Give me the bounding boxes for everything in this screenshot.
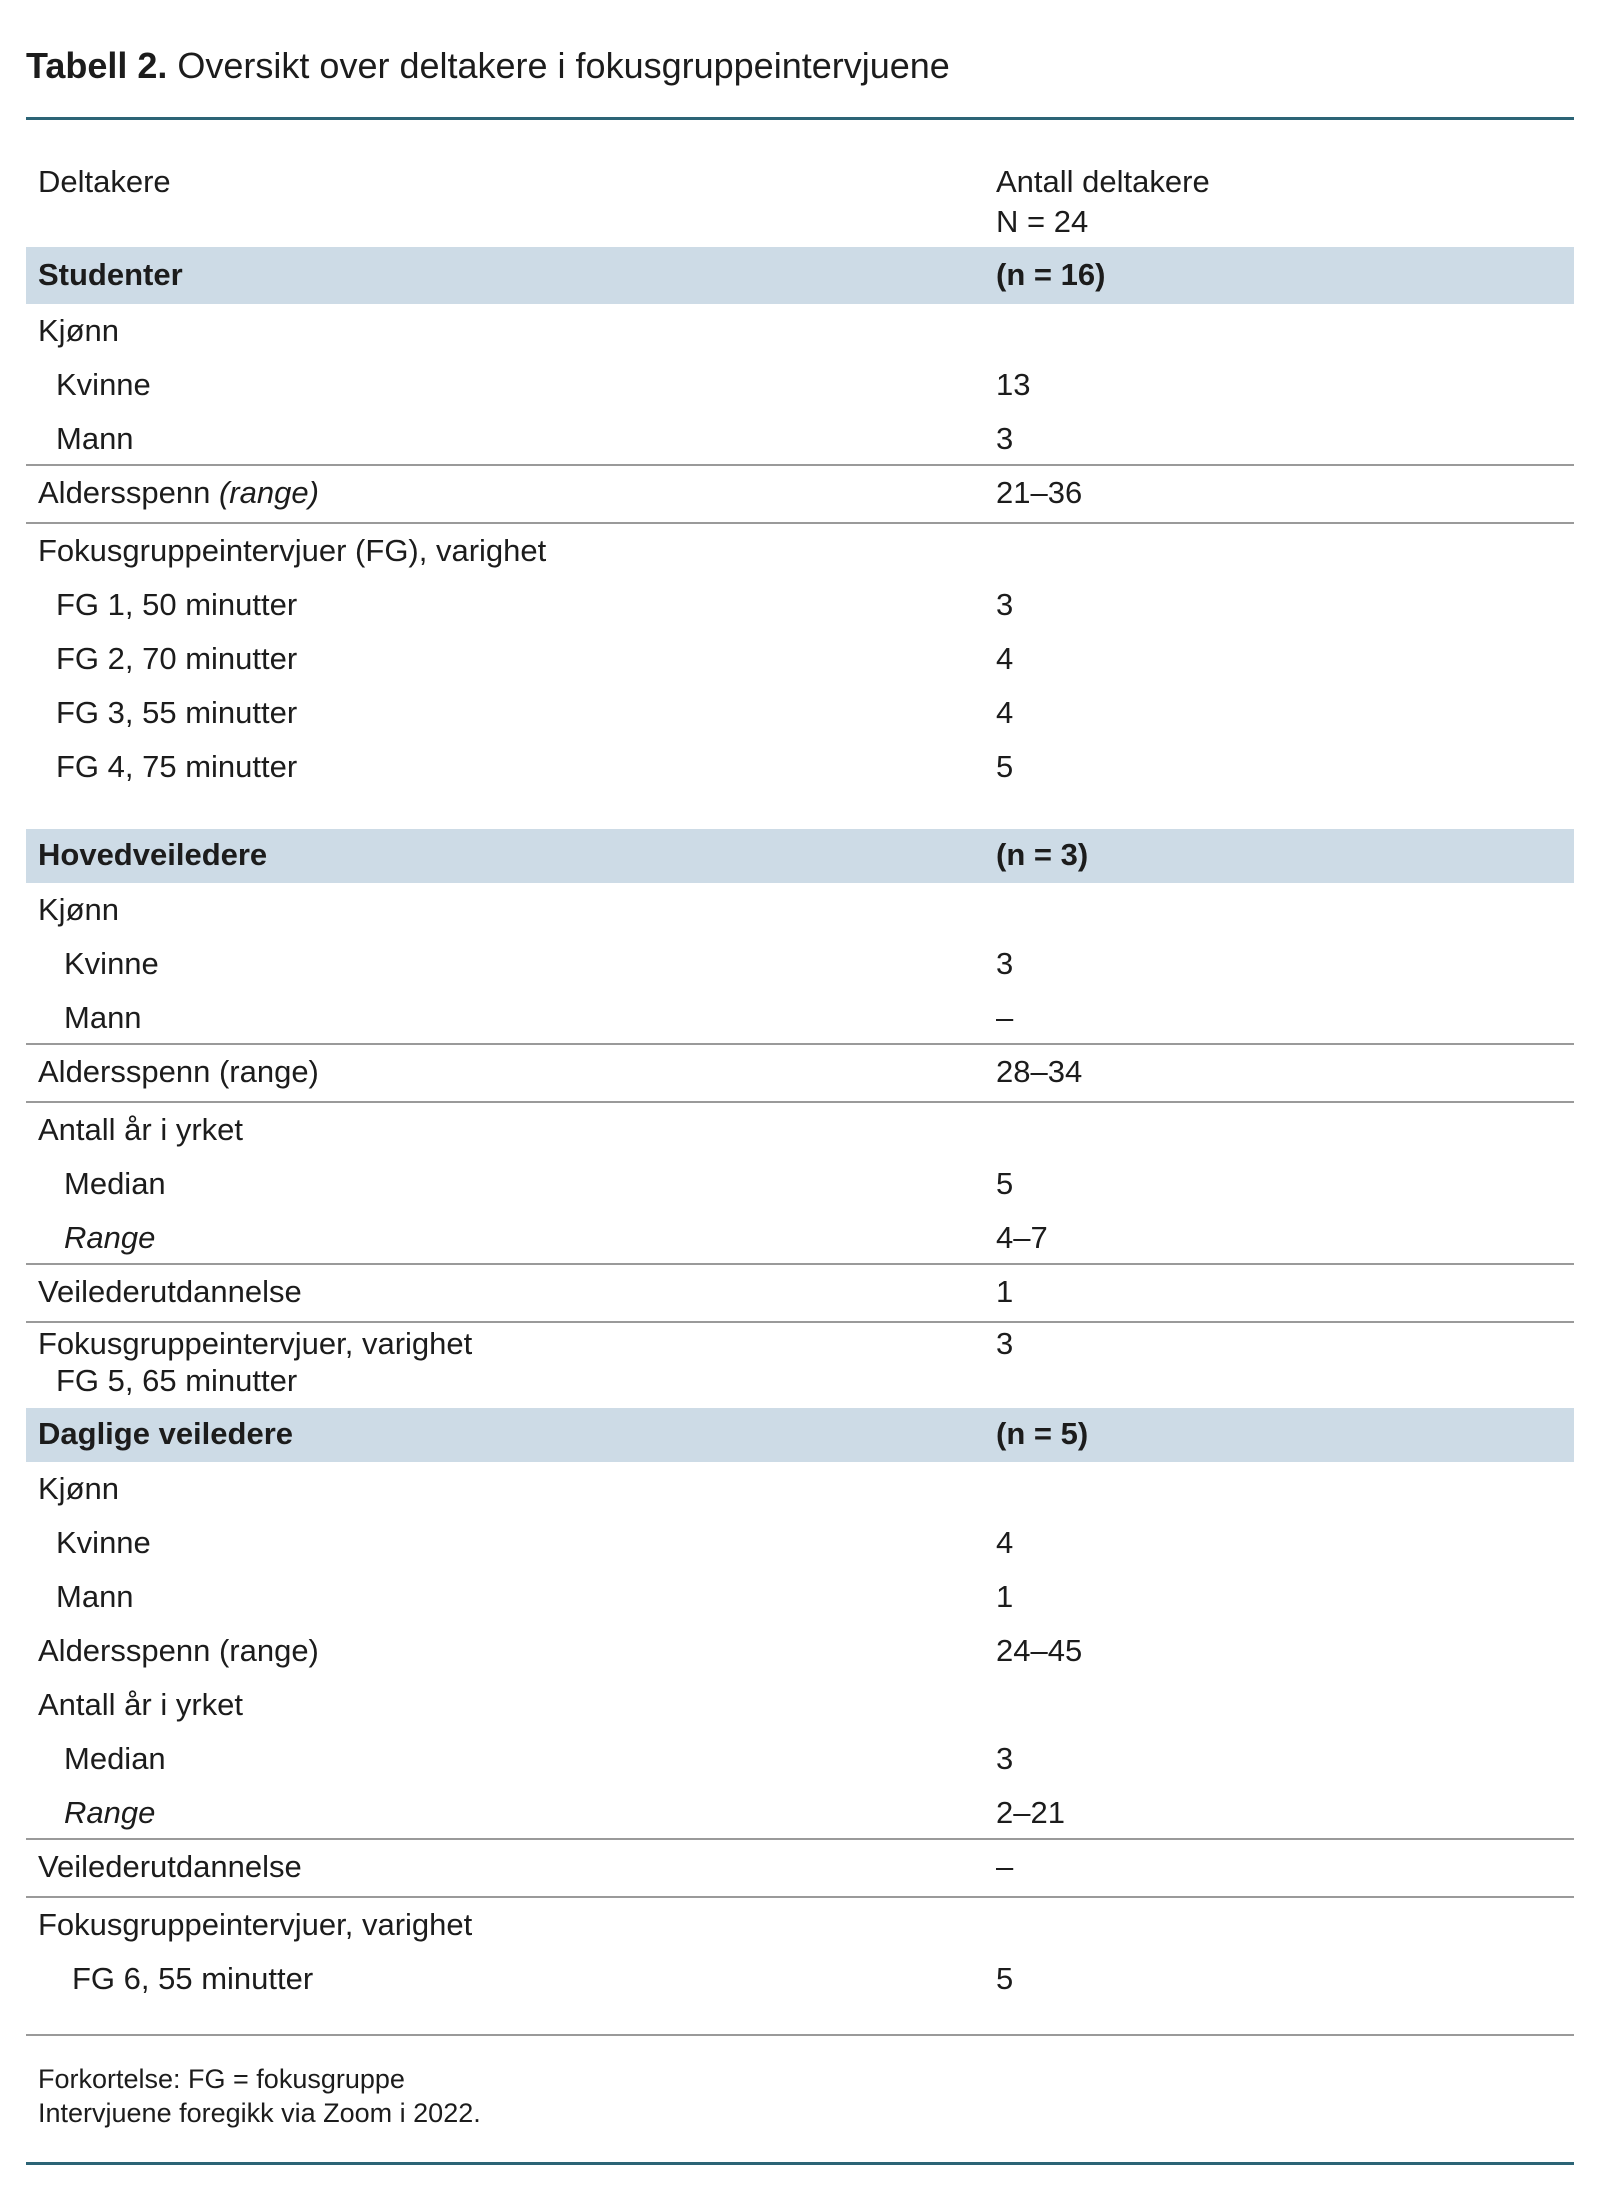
footnote bbox=[38, 2062, 481, 2130]
section-count: (n = 16) bbox=[996, 257, 1106, 292]
table-row bbox=[26, 466, 1574, 524]
row-label: Mann bbox=[56, 421, 134, 456]
table-row bbox=[26, 1678, 1574, 1732]
footnote-abbreviation: Forkortelse: FG = fokusgruppe bbox=[38, 2064, 405, 2094]
caption-label: Tabell 2. bbox=[26, 45, 168, 86]
row-label: Aldersspenn (range) bbox=[38, 1633, 319, 1668]
row-label: Mann bbox=[56, 1579, 134, 1614]
section-heading: Hovedveiledere bbox=[38, 837, 268, 872]
section-heading: Studenter bbox=[38, 257, 183, 292]
table-row bbox=[26, 1898, 1574, 1952]
row-value: 21–36 bbox=[996, 475, 1083, 510]
row-value: 3 bbox=[996, 421, 1014, 456]
row-value: 4 bbox=[996, 641, 1014, 676]
table-row bbox=[26, 412, 1574, 466]
table-row bbox=[26, 304, 1574, 358]
row-label: FG 1, 50 minutter bbox=[56, 587, 298, 622]
row-label: Antall år i yrket bbox=[38, 1112, 244, 1147]
row-value: 4–7 bbox=[996, 1220, 1048, 1255]
age-label: Aldersspenn bbox=[38, 475, 219, 510]
table-row bbox=[26, 1570, 1574, 1624]
table-row bbox=[26, 1157, 1574, 1211]
table-row bbox=[26, 686, 1574, 740]
table-row bbox=[26, 1103, 1574, 1157]
table-row bbox=[26, 1516, 1574, 1570]
row-label: Range bbox=[64, 1795, 156, 1830]
row-value: 24–45 bbox=[996, 1633, 1083, 1668]
header-count bbox=[996, 162, 1210, 242]
row-label: Fokusgruppeintervjuer (FG), varighet bbox=[38, 533, 547, 568]
table-row bbox=[26, 883, 1574, 937]
row-label: FG 2, 70 minutter bbox=[56, 641, 298, 676]
header-count-total: N = 24 bbox=[996, 204, 1089, 239]
top-rule bbox=[26, 117, 1574, 120]
fg-item: FG 5, 65 minutter bbox=[56, 1363, 298, 1398]
table-row bbox=[26, 524, 1574, 578]
row-label: Veilederutdannelse bbox=[38, 1849, 302, 1884]
row-value: 5 bbox=[996, 1166, 1014, 1201]
row-label: FG 4, 75 minutter bbox=[56, 749, 298, 784]
section-count: (n = 5) bbox=[996, 1416, 1089, 1451]
header-participants: Deltakere bbox=[38, 164, 171, 199]
table-row bbox=[26, 1624, 1574, 1678]
row-value: 3 bbox=[996, 587, 1014, 622]
row-value: – bbox=[996, 1849, 1014, 1884]
table-row bbox=[26, 1265, 1574, 1323]
row-value: 1 bbox=[996, 1579, 1014, 1614]
row-value: 4 bbox=[996, 1525, 1014, 1560]
section-daglige-veiledere bbox=[26, 1408, 1574, 1462]
row-value: 5 bbox=[996, 1961, 1014, 1996]
header-count-label: Antall deltakere bbox=[996, 164, 1210, 199]
row-value: 4 bbox=[996, 695, 1014, 730]
footnote-rule bbox=[26, 2034, 1574, 2036]
table-row bbox=[26, 740, 1574, 829]
row-label: Kvinne bbox=[56, 1525, 151, 1560]
table-caption bbox=[26, 44, 950, 88]
row-label bbox=[38, 1325, 472, 1399]
row-value: 2–21 bbox=[996, 1795, 1065, 1830]
row-label: Median bbox=[64, 1741, 166, 1776]
table-row bbox=[26, 632, 1574, 686]
row-value: 3 bbox=[996, 1741, 1014, 1776]
row-value: 28–34 bbox=[996, 1054, 1083, 1089]
table-row bbox=[26, 991, 1574, 1045]
row-label: Veilederutdannelse bbox=[38, 1274, 302, 1309]
row-value: 3 bbox=[996, 946, 1014, 981]
row-label: Mann bbox=[64, 1000, 142, 1035]
row-value: 1 bbox=[996, 1274, 1014, 1309]
table-row bbox=[26, 1840, 1574, 1898]
row-label: Kjønn bbox=[38, 313, 119, 348]
row-label: Kvinne bbox=[64, 946, 159, 981]
row-value: – bbox=[996, 1000, 1014, 1035]
fg-label: Fokusgruppeintervjuer, varighet bbox=[38, 1326, 473, 1361]
row-label: Antall år i yrket bbox=[38, 1687, 244, 1722]
table-row bbox=[26, 578, 1574, 632]
row-label: Kjønn bbox=[38, 892, 119, 927]
section-studenter bbox=[26, 247, 1574, 304]
row-label: FG 3, 55 minutter bbox=[56, 695, 298, 730]
table-row bbox=[26, 1786, 1574, 1840]
row-label: Kvinne bbox=[56, 367, 151, 402]
participants-table bbox=[26, 140, 1574, 2006]
table-row bbox=[26, 1732, 1574, 1786]
row-label: FG 6, 55 minutter bbox=[72, 1961, 314, 1996]
row-value: 13 bbox=[996, 367, 1031, 402]
table-row bbox=[26, 1323, 1574, 1408]
footnote-note: Intervjuene foregikk via Zoom i 2022. bbox=[38, 2098, 481, 2128]
row-label: Aldersspenn (range) bbox=[38, 1054, 319, 1089]
row-label: Fokusgruppeintervjuer, varighet bbox=[38, 1907, 473, 1942]
row-label: Range bbox=[64, 1220, 156, 1255]
table-row bbox=[26, 1211, 1574, 1265]
table-row bbox=[26, 1462, 1574, 1516]
table-row bbox=[26, 1952, 1574, 2006]
row-label bbox=[38, 473, 319, 513]
table-row bbox=[26, 1045, 1574, 1103]
table-header bbox=[26, 140, 1574, 247]
bottom-rule bbox=[26, 2162, 1574, 2165]
row-value: 3 bbox=[996, 1326, 1014, 1361]
section-hovedveiledere bbox=[26, 829, 1574, 883]
section-heading: Daglige veiledere bbox=[38, 1416, 294, 1451]
table-row bbox=[26, 358, 1574, 412]
table-row bbox=[26, 937, 1574, 991]
caption-text: Oversikt over deltakere i fokusgruppeintervjuene bbox=[177, 45, 950, 86]
age-label-range: (range) bbox=[218, 475, 319, 510]
row-label: Median bbox=[64, 1166, 166, 1201]
section-count: (n = 3) bbox=[996, 837, 1089, 872]
row-label: Kjønn bbox=[38, 1471, 119, 1506]
row-value: 5 bbox=[996, 749, 1014, 784]
